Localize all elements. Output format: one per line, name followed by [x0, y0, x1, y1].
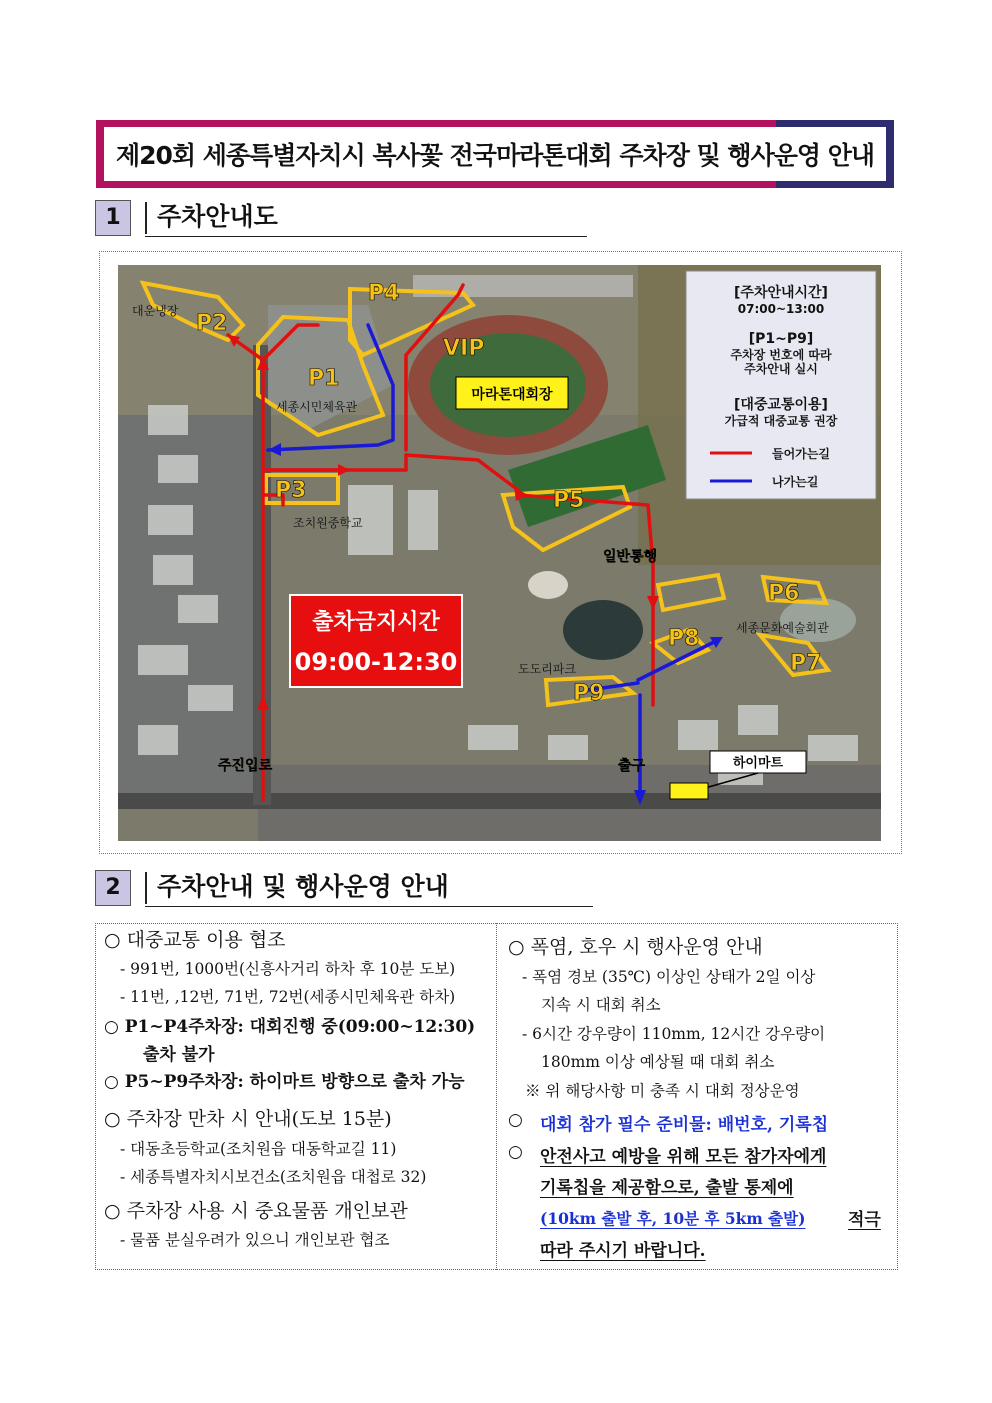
right-rain-1: - 6시간 강우량이 110mm, 12시간 강우량이	[522, 1025, 826, 1043]
legend-out-label: 나가는길	[772, 475, 819, 489]
page-title: 제20회 세종특별자치시 복사꽃 전국마라톤대회 주차장 및 행사운영 안내	[104, 127, 886, 181]
label-p3: P3	[275, 478, 307, 503]
right-required-items: 대회 참가 필수 준비물: 배번호, 기록칩	[540, 1115, 829, 1135]
legend-heading-time: [주차안내시간]	[734, 285, 828, 301]
section-1-number: 1	[95, 200, 131, 236]
label-p5: P5	[553, 488, 585, 513]
right-heat-2: 지속 시 대회 취소	[541, 996, 661, 1014]
label-main-entrance: 주진입로	[218, 758, 273, 774]
no-exit-time: 09:00-12:30	[294, 648, 458, 676]
label-p8: P8	[668, 626, 700, 651]
right-safety-4: 따라 주시기 바랍니다.	[540, 1241, 706, 1261]
section-divider	[145, 872, 147, 904]
left-full-health-center: - 세종특별자치시보건소(조치원읍 대첩로 32)	[120, 1168, 427, 1186]
title-banner	[96, 120, 894, 188]
right-bullet-safety: ○	[508, 1142, 523, 1162]
label-general-traffic: 일반통행	[603, 549, 658, 565]
label-marathon-venue: 마라톤대회장	[471, 387, 553, 403]
section-2-heading	[95, 870, 595, 906]
section-underline	[145, 236, 587, 237]
section-2-number: 2	[95, 870, 131, 906]
legend-heading-transit: [대중교통이용]	[734, 397, 828, 413]
left-transit-bus-1: - 991번, 1000번(신흥사거리 하차 후 10분 도보)	[120, 960, 456, 978]
right-safety-2: 기록칩을 제공함으로, 출발 통제에	[540, 1178, 794, 1198]
label-p1: P1	[308, 366, 340, 391]
right-safety-3b: 적극	[848, 1210, 881, 1230]
section-1-title: 주차안내도	[157, 202, 278, 231]
left-p5-p9: ○ P5~P9주차장: 하이마트 방향으로 출차 가능	[104, 1072, 465, 1092]
label-dodori-park: 도도리파크	[518, 662, 576, 676]
legend-parking-text-2: 주차안내 실시	[744, 362, 818, 376]
legend-time: 07:00~13:00	[737, 302, 825, 316]
legend-in-label: 들어가는길	[772, 447, 830, 461]
right-rain-2: 180mm 이상 예상될 때 대회 취소	[541, 1053, 775, 1071]
no-exit-title: 출차금지시간	[312, 610, 440, 635]
label-art-center: 세종문화예술회관	[736, 621, 829, 635]
section-underline	[145, 906, 593, 907]
label-p6: P6	[768, 581, 800, 606]
section-divider	[145, 202, 147, 234]
label-p9: P9	[573, 681, 605, 706]
label-citizen-gym: 세종시민체육관	[276, 400, 358, 414]
left-p1-p4-cont: 출차 불가	[143, 1045, 215, 1065]
left-transit-bus-2: - 11번, ,12번, 71번, 72번(세종시민체육관 하차)	[120, 988, 456, 1006]
left-full-school: - 대동초등학교(조치원읍 대동학교길 11)	[120, 1140, 397, 1158]
label-p7: P7	[790, 651, 822, 676]
left-heading-valuables: ○ 주차장 사용 시 중요물품 개인보관	[104, 1200, 408, 1222]
right-note: ※ 위 해당사항 미 충족 시 대회 정상운영	[525, 1082, 800, 1100]
legend-transit-text: 가급적 대중교통 권장	[724, 414, 838, 428]
label-himart: 하이마트	[732, 756, 784, 771]
left-heading-full: ○ 주차장 만차 시 안내(도보 15분)	[104, 1108, 392, 1130]
legend-parking-text-1: 주차장 번호에 따라	[730, 348, 832, 362]
section-1-heading	[95, 200, 595, 236]
right-bullet-required: ○	[508, 1110, 523, 1130]
left-valuables-text: - 물품 분실우려가 있으니 개인보관 협조	[120, 1231, 390, 1249]
label-daeun: 대운냉장	[132, 304, 179, 318]
label-vip: VIP	[443, 336, 485, 361]
right-safety-3a: (10km 출발 후, 10분 후 5km 출발)	[540, 1209, 806, 1228]
info-table-divider	[496, 923, 497, 1270]
legend-heading-parking: [P1~P9]	[748, 331, 814, 347]
label-p2: P2	[196, 311, 228, 336]
left-p1-p4: ○ P1~P4주차장: 대회진행 중(09:00~12:30)	[104, 1017, 476, 1037]
left-heading-transit: ○ 대중교통 이용 협조	[104, 929, 286, 951]
label-p4: P4	[368, 281, 400, 306]
parking-map	[118, 265, 881, 841]
label-jochiwon-school: 조치원중학교	[293, 516, 363, 530]
himart-marker	[670, 783, 708, 799]
label-exit: 출구	[618, 758, 646, 774]
right-heat-1: - 폭염 경보 (35℃) 이상인 상태가 2일 이상	[522, 968, 816, 986]
right-safety-1: 안전사고 예방을 위해 모든 참가자에게	[540, 1147, 827, 1167]
section-2-title: 주차안내 및 행사운영 안내	[157, 872, 449, 901]
right-heading-weather: ○ 폭염, 호우 시 행사운영 안내	[508, 936, 763, 958]
